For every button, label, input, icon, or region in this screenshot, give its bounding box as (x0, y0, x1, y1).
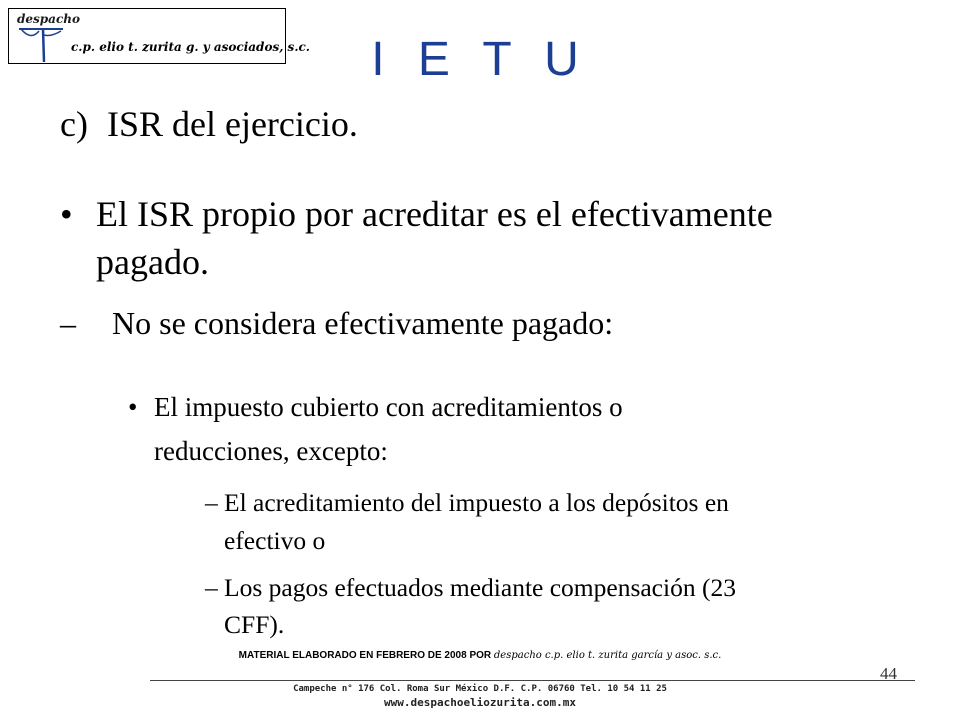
sub-dash-marker: – (205, 573, 218, 602)
sub-bullet-text: El impuesto cubierto con acreditamientos o (154, 392, 623, 422)
footer-address: Campeche n° 176 Col. Roma Sur México D.F. C.P. 06760 Tel. 10 54 11 25 (293, 684, 667, 694)
material-note-text: MATERIAL ELABORADO EN FEBRERO DE 2008 POR (238, 650, 492, 661)
sub-dash-1-line-1 (205, 488, 729, 517)
sub-dash-2-line-2: CFF). (224, 610, 285, 639)
sub-dash-1-line-2: efectivo o (224, 526, 326, 555)
item-marker: c) (60, 104, 88, 144)
dash-1 (60, 305, 614, 342)
footer-divider (150, 680, 915, 681)
footer-website: www.despachoeliozurita.com.mx (383, 696, 577, 709)
sub-bullet-line-2: reducciones, excepto: (154, 436, 388, 466)
sub-dash-marker: – (205, 488, 218, 517)
material-note (0, 650, 960, 661)
dash-text: No se considera efectivamente pagado: (112, 305, 614, 341)
bullet-marker: • (60, 194, 73, 234)
bullet-text: El ISR propio por acreditar es el efectivamente (96, 194, 773, 234)
sub-dash-2-line-1 (205, 573, 736, 602)
page-number: 44 (880, 664, 897, 683)
sub-bullet-marker: • (128, 392, 138, 422)
logo-tagline: c.p. elio t. zurita g. y asociados, s.c. (71, 40, 310, 54)
logo-brand-text: despacho (17, 12, 80, 26)
item-text: ISR del ejercicio. (106, 104, 358, 144)
sub-dash-text: El acreditamiento del impuesto a los depósitos en (224, 488, 729, 517)
sub-dash-text: Los pagos efectuados mediante compensación (23 (224, 573, 736, 602)
item-c (60, 104, 358, 145)
sub-bullet-line-1 (128, 392, 623, 423)
bullet-1-line-2: pagado. (96, 242, 209, 282)
material-author: despacho c.p. elio t. zurita garcía y asoc. s.c. (493, 650, 722, 661)
bullet-1-line-1 (60, 194, 773, 235)
slide-title: I E T U (371, 33, 589, 86)
dash-marker: – (60, 305, 76, 341)
